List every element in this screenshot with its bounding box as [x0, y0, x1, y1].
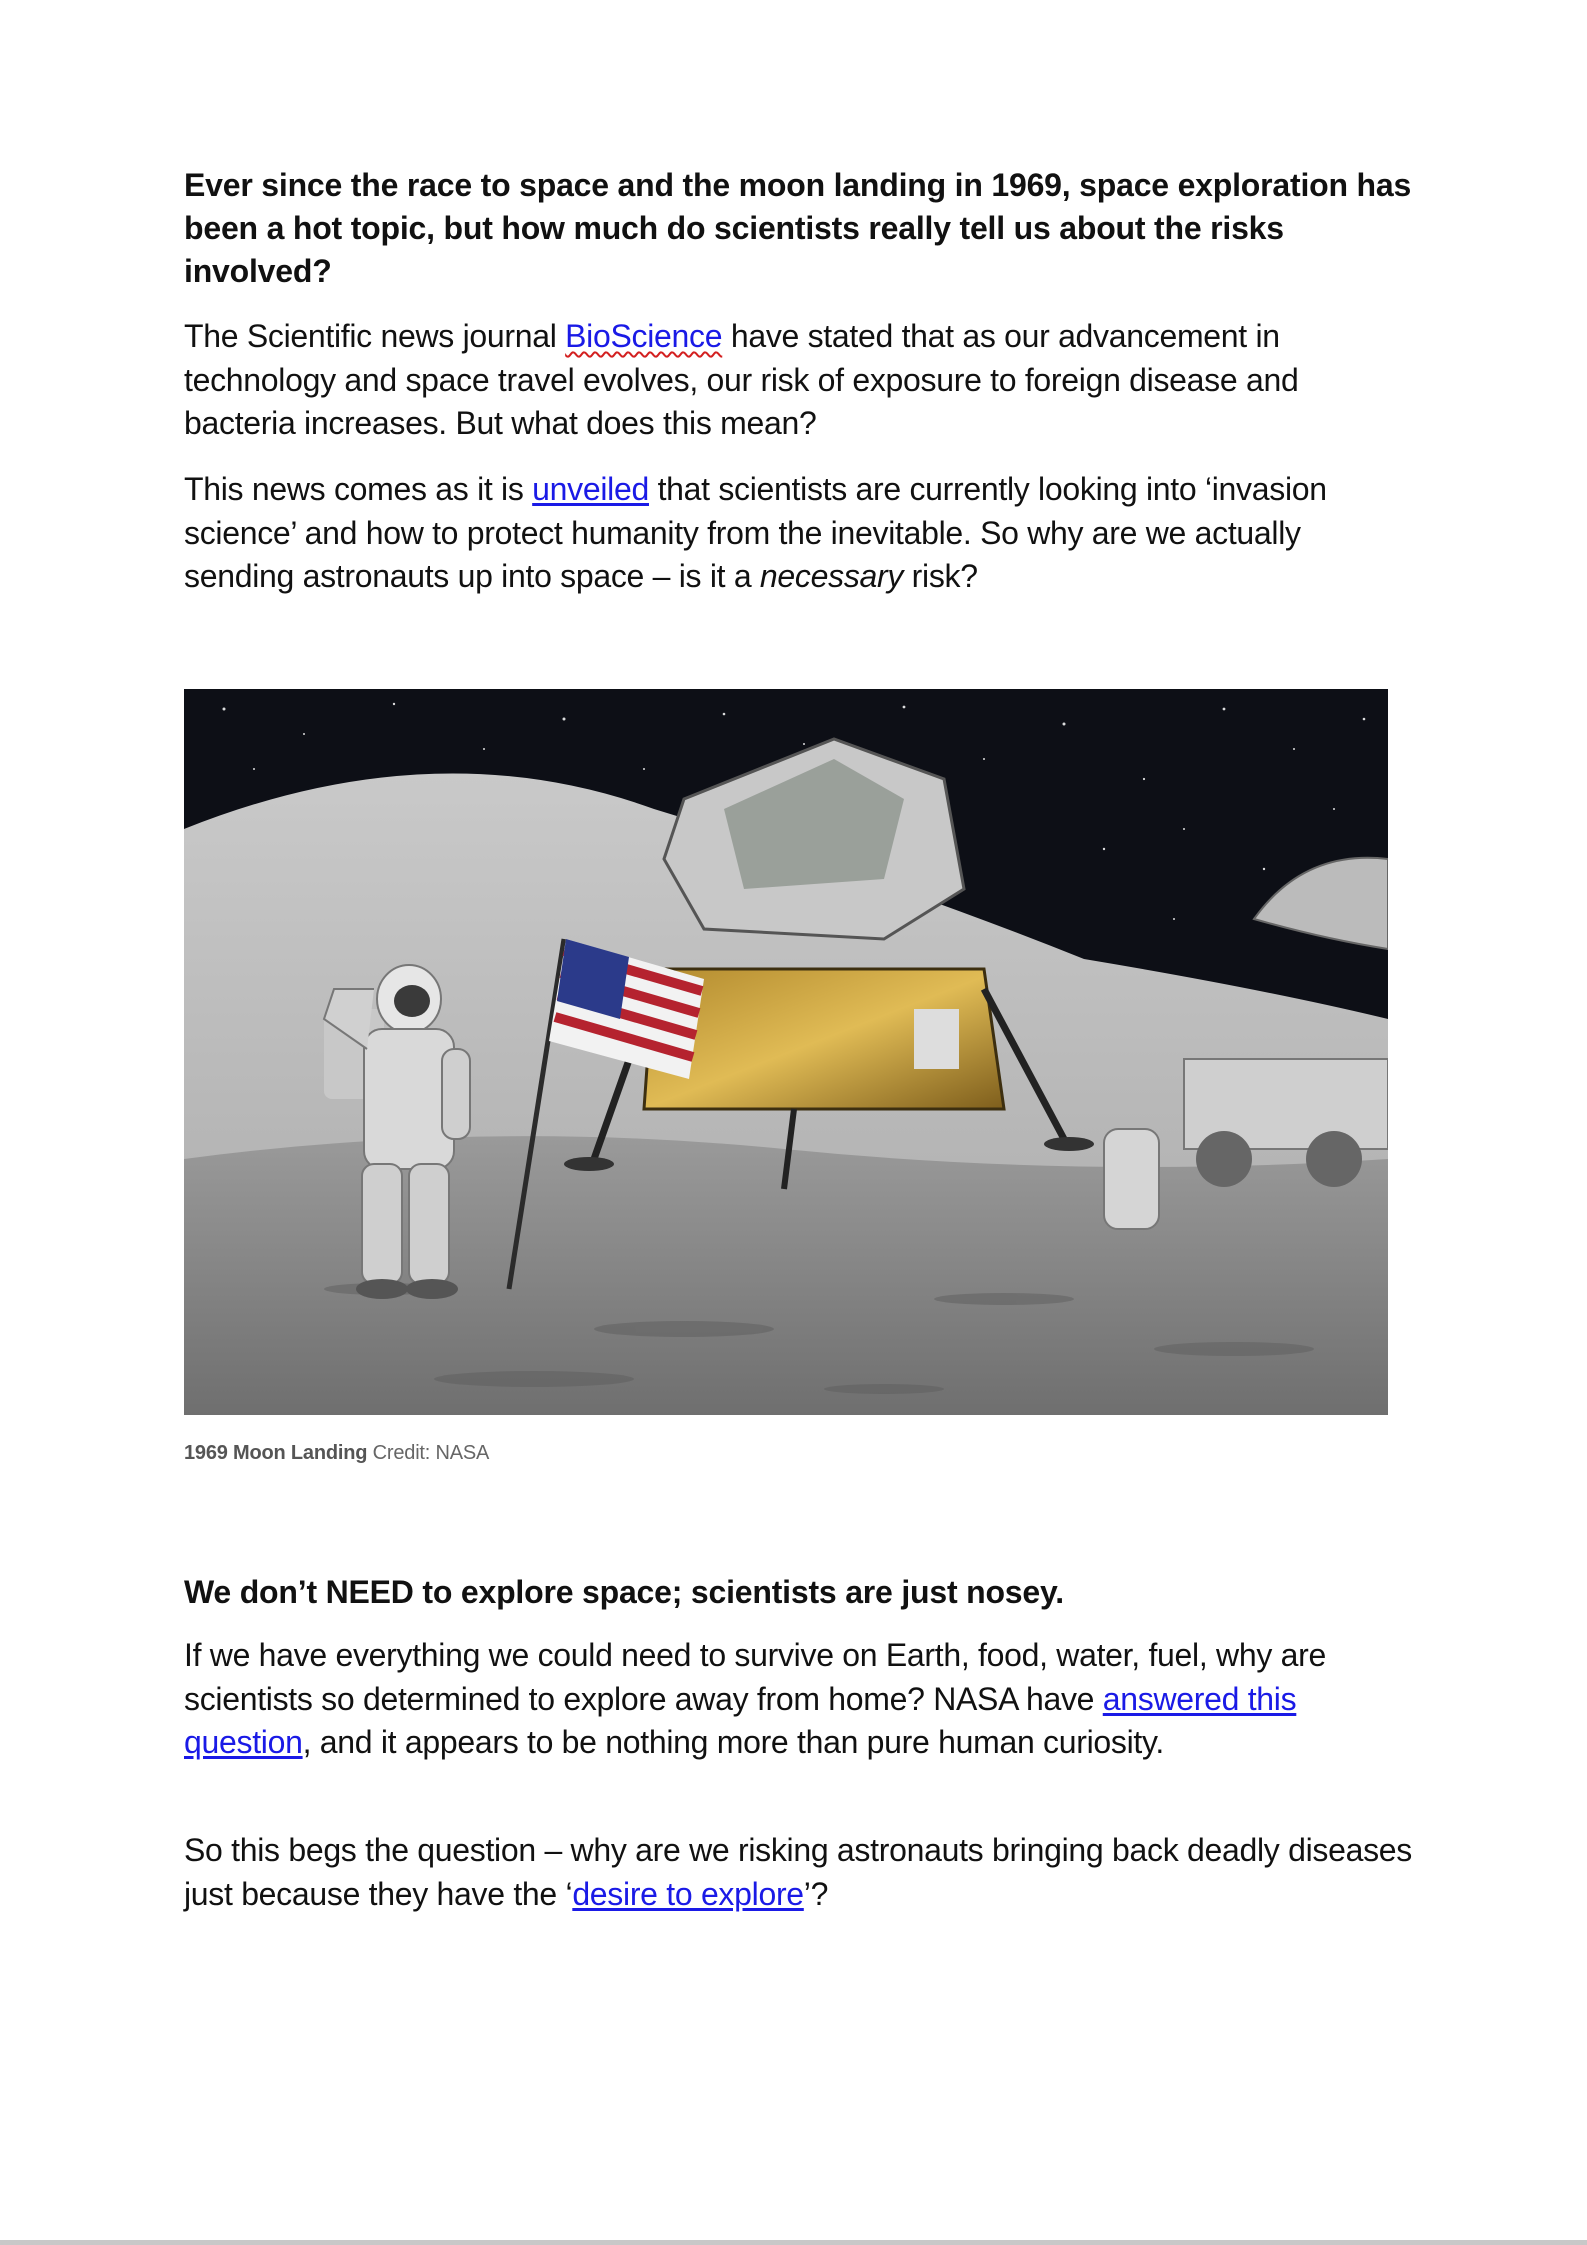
paragraph-4-text-before: So this begs the question – why are we risking astronauts bringing back deadly diseases just because they have the ‘: [184, 1832, 1412, 1912]
paragraph-4-text-after: ’?: [803, 1875, 829, 1912]
page-bottom-edge: [0, 2240, 1587, 2245]
desire-to-explore-link[interactable]: desire to explore: [572, 1875, 804, 1912]
paragraph-1-text-after: have stated that as our advancement in technology and space travel evolves, our risk of exposure to foreign disease and bacteria increases. But what does this mean?: [184, 318, 1299, 441]
moon-landing-photo: [184, 689, 1388, 1415]
caption-credit: Credit: NASA: [367, 1442, 490, 1464]
unveiled-link[interactable]: unveiled: [532, 471, 649, 507]
paragraph-2-text-middle: that scientists are currently looking into ‘invasion science’ and how to protect humanity from the inevitable. So why are we actually sending astronauts up into space – is it a: [184, 471, 1327, 594]
paragraph-3: [184, 1634, 1414, 1765]
paragraph-4: [184, 1829, 1414, 1916]
paragraph-1-text-before: The Scientific news journal: [184, 318, 566, 354]
photo-caption: [184, 1442, 489, 1465]
paragraph-2-emphasis: necessary: [759, 558, 904, 594]
paragraph-2-text-before: This news comes as it is: [184, 471, 533, 507]
article-headline: Ever since the race to space and the moon landing in 1969, space exploration has been a hot topic, but how much do scientists really tell us about the risks involved?: [184, 167, 1412, 289]
paragraph-3-text-before: If we have everything we could need to survive on Earth, food, water, fuel, why are scientists so determined to explore away from home? NASA have: [184, 1637, 1326, 1717]
paragraph-2: [184, 468, 1414, 599]
paragraph-3-text-after: , and it appears to be nothing more than pure human curiosity.: [302, 1724, 1164, 1760]
bioscience-link[interactable]: BioScience: [565, 318, 723, 354]
paragraph-2-text-after: risk?: [903, 558, 978, 594]
section-subheading: We don’t NEED to explore space; scientists are just nosey.: [184, 1574, 1064, 1610]
paragraph-1: [184, 315, 1414, 446]
caption-title: 1969 Moon Landing: [184, 1442, 368, 1464]
answered-question-link[interactable]: answered this question: [184, 1680, 1297, 1760]
